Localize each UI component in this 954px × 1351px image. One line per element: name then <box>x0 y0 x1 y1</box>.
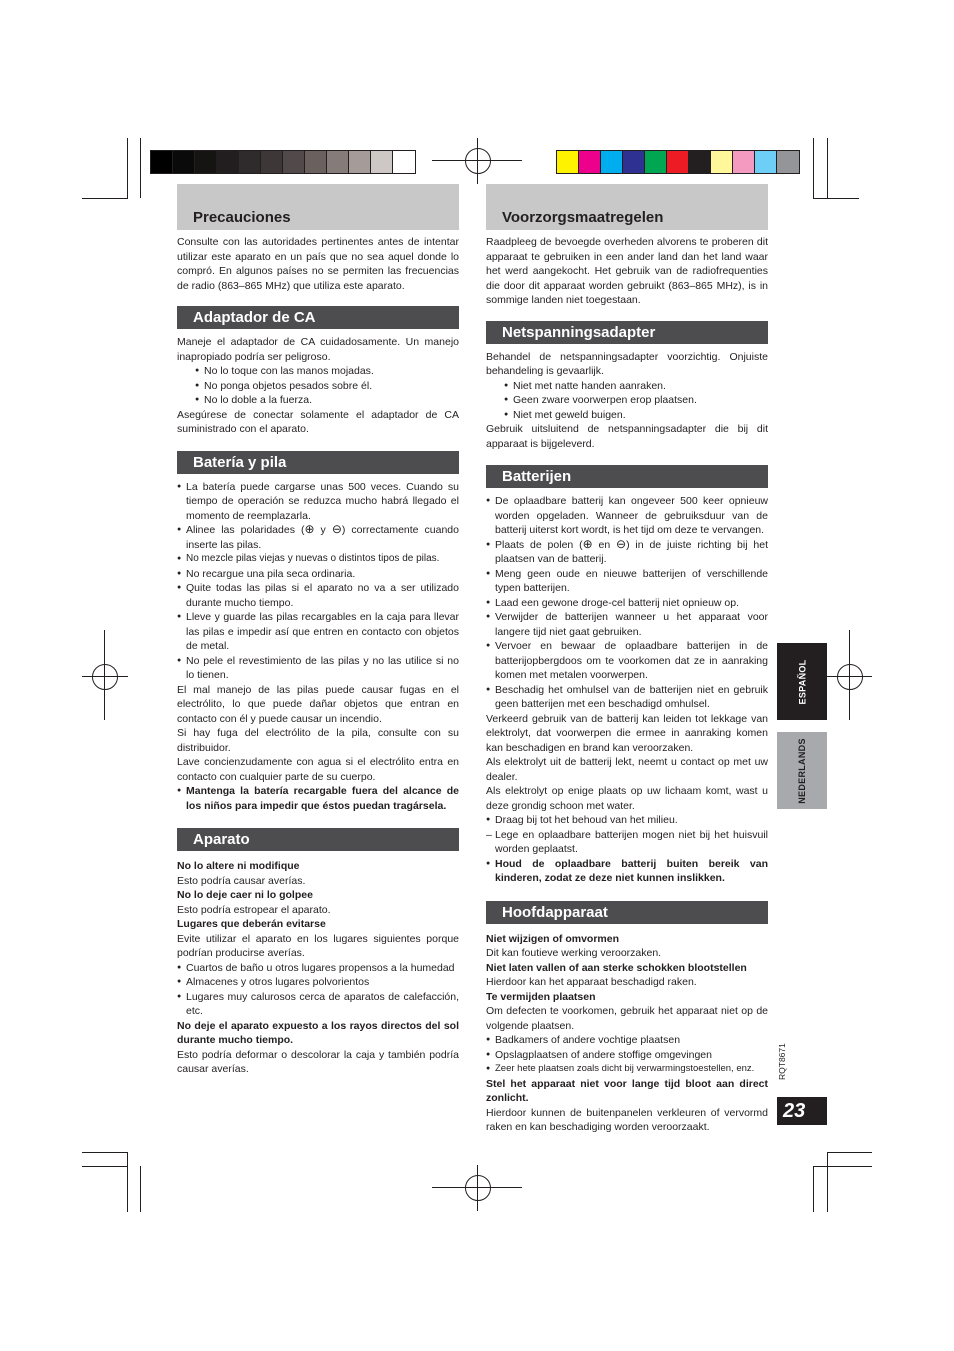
precauciones-text: Consulte con las autoridades pertinentes antes de intentar utilizar este aparato en un país que no sea aquel donde lo compró. En algunos países no se permiten las frecuencias de radio (863–865 MHz) que utiliza este aparato. <box>177 236 459 292</box>
subheading: Niet wijzigen of omvormen <box>486 932 620 945</box>
color-swatch <box>689 151 711 173</box>
paragraph: Si hay fuga del electrólito de la pila, consulte con su distribuidor. <box>177 727 459 754</box>
page-number: 23 <box>777 1097 827 1125</box>
gray-swatch <box>261 151 283 173</box>
list-item: ● Lleve y guarde las pilas recargables en la caja para llevar las pilas e impedir así que entren en contacto con objetos de metal. <box>177 610 459 654</box>
color-calibration-bar <box>556 150 800 174</box>
list-item: ● De oplaadbare batterij kan ongeveer 500 keer opnieuw worden opgeladen. Wanneer de gebruiksduur van de batterij uiterst kort wordt, is het tijd om deze te vervangen. <box>486 494 768 538</box>
list-item: ● No ponga objetos pesados sobre él. <box>177 379 459 394</box>
list-item: ● Geen zware voorwerpen erop plaatsen. <box>486 393 768 408</box>
color-swatch <box>711 151 733 173</box>
subheading: No lo altere ni modifique <box>177 860 300 872</box>
paragraph: Als elektrolyt uit de batterij lekt, neemt u contact op met uw dealer. <box>486 756 768 783</box>
paragraph: Esto podría estropear el aparato. <box>177 903 331 916</box>
tab-label: ESPAÑOL <box>796 659 807 704</box>
paragraph: Gebruik uitsluitend de netspanningsadapter die bij dit apparaat is bijgeleverd. <box>486 423 768 450</box>
tab-label: NEDERLANDS <box>797 737 808 804</box>
gray-calibration-bar <box>150 150 416 174</box>
section-heading: Batterijen <box>486 465 768 488</box>
spanish-column <box>177 184 459 1077</box>
dutch-column <box>486 184 768 1135</box>
subheading: Niet laten vallen of aan sterke schokken blootstellen <box>486 961 747 974</box>
gray-swatch <box>349 151 371 173</box>
list-item: ● Lugares muy calurosos cerca de aparatos de calefacción, etc. <box>177 990 459 1019</box>
list-item <box>486 538 768 567</box>
language-tab-nederlands <box>777 732 827 809</box>
section-heading: Adaptador de CA <box>177 306 459 329</box>
gray-swatch <box>371 151 393 173</box>
list-item: ● Zeer hete plaatsen zoals dicht bij verwarmingstoestellen, enz. <box>486 1062 768 1077</box>
section-heading: Netspanningsadapter <box>486 321 768 344</box>
paragraph: Dit kan foutieve werking veroorzaken. <box>486 947 662 959</box>
list-item: ● No pele el revestimiento de las pilas y no las utilice si no lo tienen. <box>177 654 459 683</box>
paragraph: Asegúrese de conectar solamente el adaptador de CA suministrado con el aparato. <box>177 408 459 435</box>
list-item: ● Meng geen oude en nieuwe batterijen of verschillende typen batterijen. <box>486 567 768 596</box>
list-item: ● Laad een gewone droge-cel batterij niet opnieuw op. <box>486 596 768 611</box>
text: y <box>314 524 332 536</box>
list-item: ● Quite todas las pilas si el aparato no va a ser utilizado durante mucho tiempo. <box>177 581 459 610</box>
list-item: ● Cuartos de baño u otros lugares propensos a la humedad <box>177 961 459 976</box>
voorzorg-text: Raadpleeg de bevoegde overheden alvorens te proberen dit apparaat te gebruiken in een ander land dan het land waar het werd aangekocht. Het gebruik van de radiofrequenties die door dit apparaat worden gebruikt (863–865 MHz), is in sommige landen niet toegestaan. <box>486 236 768 306</box>
section-heading: Hoofdapparaat <box>486 901 768 924</box>
list-item: ● Mantenga la batería recargable fuera del alcance de los niños para impedir que éstos puedan tragársela. <box>177 784 459 813</box>
paragraph: Hierdoor kunnen de buitenpanelen verkleuren of vervormd raken en kan beschadiging worden veroorzaakt. <box>486 1106 768 1133</box>
color-swatch <box>777 151 799 173</box>
paragraph: Esto podría deformar o descolorar la caja y también podría causar averías. <box>177 1048 459 1075</box>
color-swatch <box>557 151 579 173</box>
document-code: RQT8671 <box>777 1043 787 1080</box>
gray-swatch <box>173 151 195 173</box>
text: ) correctamente cuando inserte las pilas. <box>186 524 459 551</box>
color-swatch <box>645 151 667 173</box>
list-item: ● Niet met geweld buigen. <box>486 408 768 423</box>
list-item: ● Draag bij tot het behoud van het milieu. <box>486 813 768 828</box>
subheading: No lo deje caer ni lo golpee <box>177 889 313 901</box>
adaptador-list <box>177 364 459 408</box>
color-swatch <box>579 151 601 173</box>
netspanning-list <box>486 379 768 423</box>
aparato-list <box>177 961 459 1019</box>
bateria-list <box>177 480 459 683</box>
color-swatch <box>755 151 777 173</box>
paragraph: Hierdoor kan het apparaat beschadigd raken. <box>486 976 697 988</box>
paragraph: Verkeerd gebruik van de batterij kan leiden tot lekkage van elektrolyt, dat voorwerpen die ermee in aanraking komen kan beschadigen en brand kan veroorzaken. <box>486 712 768 754</box>
list-item: ● No lo doble a la fuerza. <box>177 393 459 408</box>
list-item: ● Badkamers of andere vochtige plaatsen <box>486 1033 768 1048</box>
color-swatch <box>733 151 755 173</box>
section-heading: Batería y pila <box>177 451 459 474</box>
paragraph: Behandel de netspanningsadapter voorzichtig. Onjuiste behandeling is gevaarlijk. <box>486 350 768 377</box>
list-item: ● Opslagplaatsen of andere stoffige omgevingen <box>486 1048 768 1063</box>
list-item: ● No mezcle pilas viejas y nuevas o distintos tipos de pilas. <box>177 552 459 567</box>
color-swatch <box>667 151 689 173</box>
list-item: ● No recargue una pila seca ordinaria. <box>177 567 459 582</box>
gray-swatch <box>195 151 217 173</box>
plus-polarity-icon: ⊕ <box>304 522 315 536</box>
list-item: – Lege en oplaadbare batterijen mogen niet bij het huisvuil worden geplaatst. <box>486 828 768 857</box>
gray-swatch <box>239 151 261 173</box>
subheading: Te vermijden plaatsen <box>486 990 596 1003</box>
list-item: ● Vervoer en bewaar de oplaadbare batterijen in de batterijopbergdoos om te voorkomen dat ze in aanraking komen met metalen voorwerpen. <box>486 639 768 683</box>
gray-swatch <box>217 151 239 173</box>
plus-polarity-icon: ⊕ <box>582 536 593 551</box>
list-item: ● Beschadig het omhulsel van de batterijen niet en gebruik geen batterijen met een beschadigd omhulsel. <box>486 683 768 712</box>
list-item <box>177 523 459 552</box>
language-tab-espanol <box>777 643 827 720</box>
list-item: ● Almacenes y otros lugares polvorientos <box>177 975 459 990</box>
list-item: ● No lo toque con las manos mojadas. <box>177 364 459 379</box>
paragraph: Als elektrolyt op enige plaats op uw lichaam komt, wast u deze grondig schoon met water. <box>486 785 768 812</box>
bateria-warning-list <box>177 784 459 813</box>
minus-polarity-icon: ⊖ <box>331 522 342 536</box>
subheading: Stel het apparaat niet voor lange tijd bloot aan direct zonlicht. <box>486 1077 768 1104</box>
text: Plaats de polen ( <box>495 538 583 551</box>
precauciones-header <box>177 184 459 230</box>
color-swatch <box>623 151 645 173</box>
batterijen-list <box>486 494 768 712</box>
paragraph: Lave concienzudamente con agua si el electrólito entra en contacto con cualquier parte de su cuerpo. <box>177 756 459 783</box>
section-heading: Aparato <box>177 828 459 851</box>
gray-swatch <box>305 151 327 173</box>
text: Alinee las polaridades ( <box>186 524 305 536</box>
list-item: ● Verwijder de batterijen wanneer u het apparaat voor langere tijd niet gaat gebruiken. <box>486 610 768 639</box>
gray-swatch <box>327 151 349 173</box>
hoofd-list <box>486 1033 768 1077</box>
text: ) in de juiste richting bij het plaatsen van de batterij. <box>495 538 768 565</box>
paragraph: Esto podría causar averías. <box>177 874 306 887</box>
list-item: ● Houd de oplaadbare batterij buiten bereik van kinderen, zodat ze deze niet kunnen inslikken. <box>486 857 768 886</box>
color-swatch <box>601 151 623 173</box>
subheading: Lugares que deberán evitarse <box>177 918 326 930</box>
gray-swatch <box>283 151 305 173</box>
gray-swatch <box>393 151 415 173</box>
list-item: ● La batería puede cargarse unas 500 veces. Cuando su tiempo de operación se reduzca mucho habrá llegado el momento de reemplazarla. <box>177 480 459 524</box>
paragraph: Evite utilizar el aparato en los lugares siguientes porque podrían producirse averías. <box>177 932 459 959</box>
gray-swatch <box>151 151 173 173</box>
text: en <box>592 538 617 551</box>
paragraph: El mal manejo de las pilas puede causar fugas en el electrólito, lo que puede dañar objetos que entran en contacto con él y puede causar un incendio. <box>177 683 459 725</box>
voorzorg-header <box>486 184 768 230</box>
minus-polarity-icon: ⊖ <box>616 536 627 551</box>
page-title-nl: Voorzorgsmaatregelen <box>502 209 664 226</box>
paragraph: Maneje el adaptador de CA cuidadosamente. Un manejo inapropiado podría ser peligroso. <box>177 336 459 363</box>
paragraph: Om defecten te voorkomen, gebruik het apparaat niet op de volgende plaatsen. <box>486 1005 768 1032</box>
batterijen-env-list <box>486 813 768 886</box>
subheading: No deje el aparato expuesto a los rayos directos del sol durante mucho tiempo. <box>177 1019 459 1046</box>
list-item: ● Niet met natte handen aanraken. <box>486 379 768 394</box>
page-title: Precauciones <box>193 209 291 226</box>
